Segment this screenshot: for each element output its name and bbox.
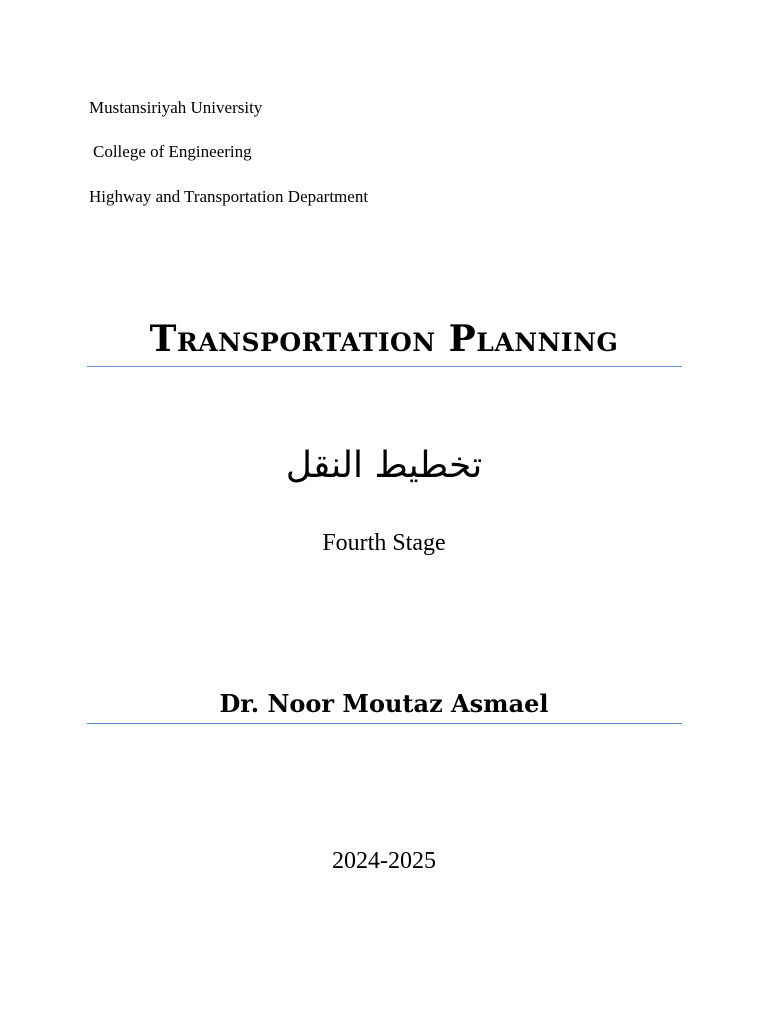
author-divider	[87, 723, 682, 724]
author-name: Dr. Noor Moutaz Asmael	[219, 689, 549, 718]
title-divider	[87, 366, 682, 367]
stage-label: Fourth Stage	[322, 530, 446, 556]
department-name: Highway and Transportation Department	[89, 187, 369, 206]
document-title: Transportation Planning	[149, 318, 619, 360]
academic-year: 2024-2025	[332, 848, 436, 874]
arabic-title: تخطيط النقل	[285, 445, 483, 486]
college-name: College of Engineering	[93, 142, 252, 161]
university-name: Mustansiriyah University	[89, 98, 263, 117]
